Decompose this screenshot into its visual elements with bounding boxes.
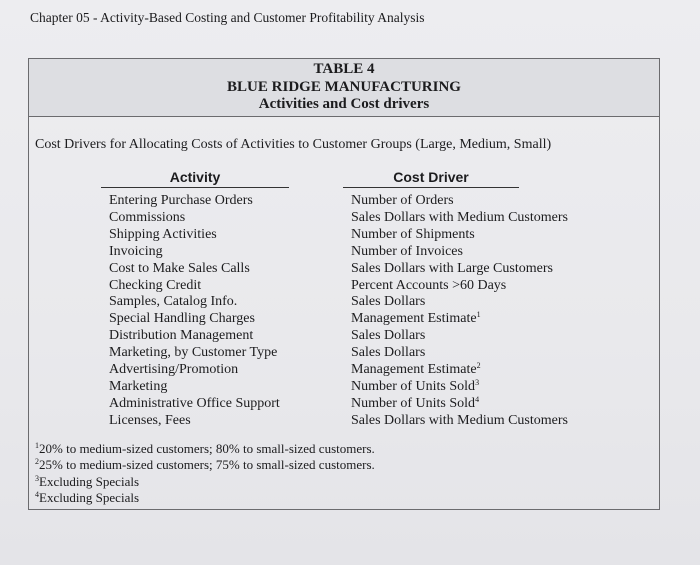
cost-driver-text: Sales Dollars with Medium Customers: [351, 412, 568, 428]
table-intro: Cost Drivers for Allocating Costs of Activities to Customer Groups (Large, Medium, Small): [35, 137, 552, 152]
footnote-text: 25% to medium-sized customers; 75% to small-sized customers.: [39, 457, 375, 473]
activity-cell: Cost to Make Sales Calls: [109, 260, 250, 276]
cost-driver-text: Management Estimate: [351, 311, 477, 327]
cost-driver-text: Number of Units Sold: [351, 395, 476, 411]
footnote: [35, 457, 375, 473]
cost-driver-text: Sales Dollars: [351, 345, 426, 361]
activity-cell: Commissions: [109, 209, 186, 225]
table-number: TABLE 4: [313, 61, 375, 77]
activity-cell: Distribution Management: [109, 328, 254, 344]
activity-cell: Shipping Activities: [109, 226, 217, 242]
company-name: BLUE RIDGE MANUFACTURING: [227, 78, 461, 95]
cost-driver-text: Number of Units Sold: [351, 378, 476, 394]
cost-driver-text: Number of Invoices: [351, 243, 463, 259]
footnote-number: 3: [35, 473, 39, 483]
cost-driver-column-header: Cost Driver: [343, 169, 519, 188]
activity-cell: Administrative Office Support: [109, 395, 280, 411]
cost-driver-cell: [351, 278, 568, 295]
table-subtitle: Activities and Cost drivers: [258, 96, 430, 112]
cost-driver-cell: [351, 396, 568, 413]
cost-driver-text: Percent Accounts >60 Days: [351, 277, 507, 293]
cost-driver-text: Sales Dollars with Medium Customers: [351, 209, 568, 225]
footnote-marker: 3: [475, 377, 480, 387]
cost-driver-cell: [351, 311, 568, 328]
cost-driver-cell: [351, 261, 568, 278]
chapter-header: Chapter 05 - Activity-Based Costing and Customer Profitability Analysis: [30, 10, 425, 25]
activity-cell: Invoicing: [109, 243, 163, 259]
cost-driver-cell: [351, 193, 568, 210]
footnote: [35, 490, 375, 506]
activity-column-header: Activity: [101, 169, 289, 188]
footnote: [35, 474, 375, 490]
cost-driver-text: Sales Dollars: [351, 328, 426, 344]
footnote-number: 1: [35, 441, 39, 450]
footnote-number: 4: [35, 489, 39, 499]
cost-driver-text: Number of Orders: [351, 193, 454, 208]
footnote-marker: 2: [476, 361, 481, 371]
cost-driver-text: Management Estimate: [351, 362, 477, 378]
footnotes: [35, 441, 375, 506]
footnote: [35, 441, 375, 457]
cost-driver-cell: [351, 328, 568, 345]
activity-cell: Checking Credit: [109, 277, 202, 293]
cost-driver-cell: [351, 362, 568, 379]
cost-driver-cell: [351, 227, 568, 244]
cost-driver-cell: [351, 294, 568, 311]
activity-cell: Samples, Catalog Info.: [109, 294, 238, 310]
activity-cell: Marketing: [109, 378, 168, 394]
cost-driver-list: [351, 193, 568, 430]
activity-list: [109, 193, 280, 430]
footnote-marker: 4: [475, 394, 480, 404]
footnote-number: 2: [35, 457, 39, 467]
cost-driver-cell: [351, 413, 568, 430]
activity-cell: Advertising/Promotion: [109, 362, 239, 378]
cost-driver-text: Sales Dollars: [351, 294, 426, 310]
footnote-text: 20% to medium-sized customers; 80% to small-sized customers.: [39, 441, 375, 456]
cost-driver-text: Number of Shipments: [351, 226, 475, 242]
cost-driver-text: Sales Dollars with Large Customers: [351, 260, 553, 276]
cost-driver-cell: [351, 210, 568, 227]
footnote-text: Excluding Specials: [39, 473, 140, 489]
activity-cost-driver-table: [28, 58, 660, 510]
activity-cell: Licenses, Fees: [109, 412, 191, 428]
cost-driver-cell: [351, 345, 568, 362]
cost-driver-cell: [351, 379, 568, 396]
footnote-text: Excluding Specials: [39, 489, 140, 505]
activity-cell: Entering Purchase Orders: [109, 193, 253, 208]
table-title-block: [29, 59, 659, 117]
cost-driver-cell: [351, 244, 568, 261]
footnote-marker: 1: [476, 310, 481, 320]
activity-cell: Marketing, by Customer Type: [109, 345, 278, 361]
activity-cell: Special Handling Charges: [109, 311, 255, 327]
